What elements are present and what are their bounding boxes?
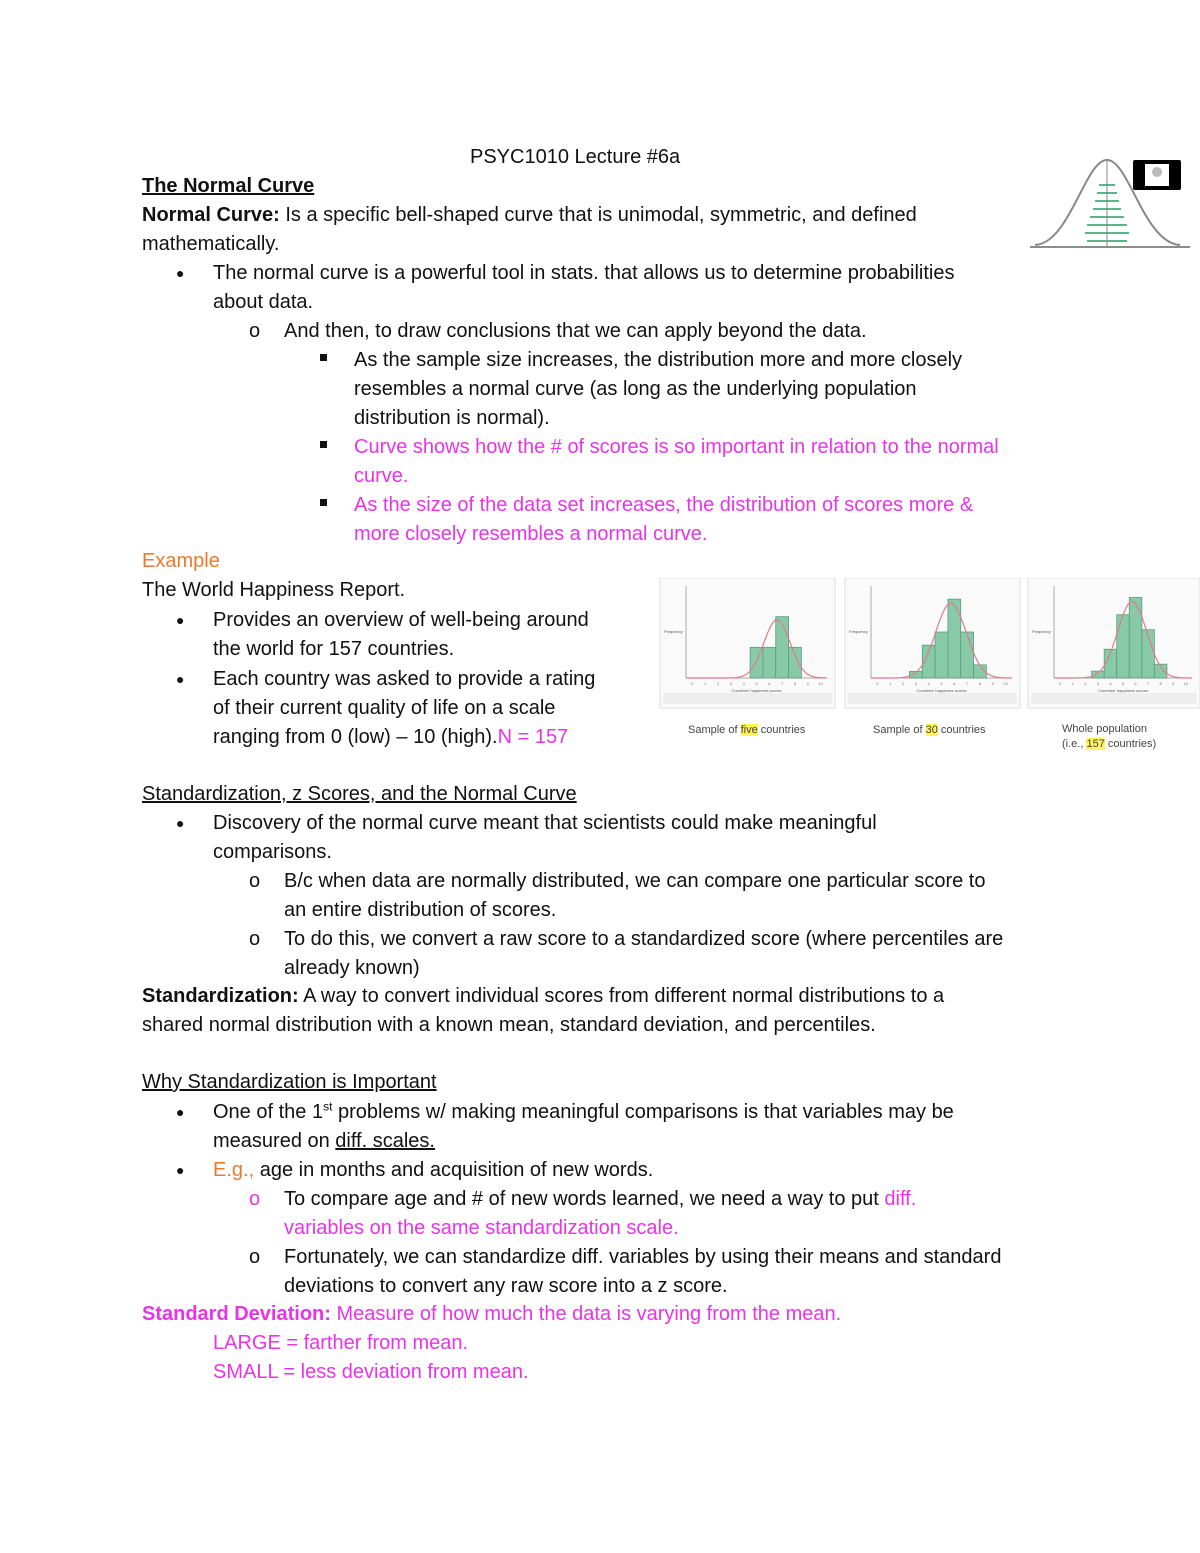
x-tick-label: 7 xyxy=(781,681,784,686)
x-tick-label: 8 xyxy=(793,681,797,686)
chart-legend-box xyxy=(848,693,1017,704)
bullet-text: As the sample size increases, the distribution more and more closely xyxy=(354,349,963,371)
histogram-bar xyxy=(935,632,948,678)
section-heading-standardization: Standardization, z Scores, and the Normal Curve xyxy=(142,783,577,805)
bullet-text: To compare age and # of new words learned, we need a way to put diff. xyxy=(284,1188,917,1210)
x-tick-label: 4 xyxy=(1109,681,1112,686)
n-value: N = 157 xyxy=(497,726,569,748)
x-tick-label: 6 xyxy=(768,681,771,686)
bullet-text: Fortunately, we can standardize diff. variables by using their means and standard xyxy=(284,1246,1002,1268)
x-tick-label: 5 xyxy=(755,681,758,686)
x-tick-label: 9 xyxy=(991,681,994,686)
x-tick-label: 10 xyxy=(1003,681,1008,686)
x-axis-label: Countries' happiness scores xyxy=(731,688,782,693)
bullet-text: Provides an overview of well-being around xyxy=(213,609,589,631)
x-tick-label: 0 xyxy=(1059,681,1062,686)
bullet-text: Discovery of the normal curve meant that scientists could make meaningful xyxy=(213,812,877,834)
bullet-text: measured on diff. scales. xyxy=(213,1130,435,1152)
x-tick-label: 8 xyxy=(1159,681,1162,686)
x-tick-label: 8 xyxy=(978,681,982,686)
bullet-text-highlighted: As the size of the data set increases, the distribution of scores more & xyxy=(354,494,974,516)
x-tick-label: 2 xyxy=(1084,681,1087,686)
bullet-text: comparisons. xyxy=(213,841,332,863)
histogram-bar xyxy=(789,647,802,678)
x-tick-label: 2 xyxy=(901,681,905,686)
x-tick-label: 9 xyxy=(806,681,809,686)
bullet-text: resembles a normal curve (as long as the underlying population xyxy=(354,378,917,400)
histogram-bar xyxy=(961,632,974,678)
histogram-chart-2 xyxy=(845,578,1020,708)
bullet-icon: ● xyxy=(176,612,185,628)
x-tick-label: 0 xyxy=(691,681,694,686)
x-axis-label: Countries' happiness scores xyxy=(1097,688,1149,693)
x-tick-label: 10 xyxy=(1183,681,1188,686)
x-tick-label: 1 xyxy=(704,681,707,686)
histogram-chart-3 xyxy=(1028,578,1200,708)
bullet-text-highlighted: curve. xyxy=(354,465,409,487)
section-heading-why-standardization: Why Standardization is Important xyxy=(142,1071,437,1093)
histogram-bar xyxy=(763,647,776,678)
bullet-text: E.g., age in months and acquisition of new words. xyxy=(213,1159,654,1181)
bullet-text: The normal curve is a powerful tool in stats. that allows us to determine probabilities xyxy=(213,262,955,284)
x-tick-label: 2 xyxy=(716,681,720,686)
normal-curve-definition-cont: mathematically. xyxy=(142,233,280,255)
video-icon xyxy=(1133,160,1181,190)
standardization-definition: Standardization: A way to convert individual scores from different normal distributions to a xyxy=(142,985,945,1007)
chart-caption-population: Whole population xyxy=(1062,723,1148,735)
circle-bullet-icon: o xyxy=(249,870,261,892)
x-tick-label: 3 xyxy=(914,681,917,686)
x-tick-label: 5 xyxy=(940,681,943,686)
small-sd-note: SMALL = less deviation from mean. xyxy=(213,1361,529,1383)
bullet-text: already known) xyxy=(284,957,420,979)
x-tick-label: 6 xyxy=(1134,681,1137,686)
x-tick-label: 3 xyxy=(729,681,732,686)
x-tick-label: 1 xyxy=(1071,681,1074,686)
histogram-bar xyxy=(1117,615,1130,678)
x-tick-label: 5 xyxy=(1121,681,1125,686)
chart-legend-box xyxy=(663,693,832,704)
bullet-text: One of the 1st problems w/ making meaningful comparisons is that variables may be xyxy=(213,1099,954,1123)
bullet-icon: ● xyxy=(176,1162,185,1178)
circle-bullet-icon: o xyxy=(249,1188,261,1210)
normal-curve-definition: Normal Curve: Is a specific bell-shaped curve that is unimodal, symmetric, and defined xyxy=(142,204,917,226)
histogram-bar xyxy=(948,599,961,678)
x-tick-label: 10 xyxy=(818,681,823,686)
bullet-icon: ● xyxy=(176,1104,185,1120)
bullet-text: about data. xyxy=(213,291,314,313)
x-axis-label: Countries' happiness scores xyxy=(916,688,967,693)
bullet-text: And then, to draw conclusions that we can apply beyond the data. xyxy=(284,320,867,342)
x-tick-label: 1 xyxy=(889,681,892,686)
bullet-text: deviations to convert any raw score into a z score. xyxy=(284,1275,728,1297)
bullet-text: an entire distribution of scores. xyxy=(284,899,557,921)
histogram-bar xyxy=(1092,671,1105,678)
chart-caption-five: Sample of five countries xyxy=(688,724,806,736)
x-tick-label: 9 xyxy=(1172,681,1175,686)
histogram-bar xyxy=(1129,598,1142,679)
square-bullet-icon xyxy=(320,354,327,361)
x-tick-label: 7 xyxy=(1146,681,1150,686)
bullet-text: ranging from 0 (low) – 10 (high).N = 157 xyxy=(213,726,569,748)
x-tick-label: 6 xyxy=(953,681,956,686)
bullet-text-highlighted: variables on the same standardization scale. xyxy=(284,1217,679,1239)
bullet-text: of their current quality of life on a scale xyxy=(213,697,556,719)
standardization-definition-cont: shared normal distribution with a known mean, standard deviation, and percentiles. xyxy=(142,1014,876,1036)
bullet-icon: ● xyxy=(176,265,185,281)
circle-bullet-icon: o xyxy=(249,1246,261,1268)
circle-bullet-icon: o xyxy=(249,320,261,342)
bullet-text-highlighted: more closely resembles a normal curve. xyxy=(354,523,708,545)
circle-bullet-icon: o xyxy=(249,928,261,950)
y-axis-label: Frequency xyxy=(1032,629,1051,634)
histogram-chart-1 xyxy=(660,578,835,708)
histogram-bar xyxy=(776,617,789,678)
chart-caption-population-sub: (i.e., 157 countries) xyxy=(1062,738,1157,750)
page-title: PSYC1010 Lecture #6a xyxy=(470,146,681,168)
standard-deviation-definition: Standard Deviation: Measure of how much the data is varying from the mean. xyxy=(142,1303,842,1325)
bullet-icon: ● xyxy=(176,671,185,687)
x-tick-label: 4 xyxy=(742,681,745,686)
x-tick-label: 3 xyxy=(1096,681,1100,686)
chart-legend-box xyxy=(1031,693,1197,704)
y-axis-label: Frequency xyxy=(849,629,868,634)
x-tick-label: 7 xyxy=(966,681,969,686)
example-label: Example xyxy=(142,550,220,572)
chart-caption-thirty: Sample of 30 countries xyxy=(873,724,986,736)
large-sd-note: LARGE = farther from mean. xyxy=(213,1332,469,1354)
bullet-text: B/c when data are normally distributed, we can compare one particular score to xyxy=(284,870,986,892)
x-tick-label: 0 xyxy=(876,681,879,686)
bullet-text: To do this, we convert a raw score to a standardized score (where percentiles are xyxy=(284,928,1004,950)
bullet-text-highlighted: Curve shows how the # of scores is so important in relation to the normal xyxy=(354,436,999,458)
bullet-icon: ● xyxy=(176,815,185,831)
section-heading-normal-curve: The Normal Curve xyxy=(142,175,315,197)
square-bullet-icon xyxy=(320,441,327,448)
y-axis-label: Frequency xyxy=(664,629,683,634)
square-bullet-icon xyxy=(320,499,327,506)
bullet-text: Each country was asked to provide a rating xyxy=(213,668,596,690)
bullet-text: distribution is normal). xyxy=(354,407,550,429)
histogram-panel xyxy=(655,578,1200,713)
report-title: The World Happiness Report. xyxy=(142,579,406,601)
bullet-text: the world for 157 countries. xyxy=(213,638,455,660)
x-tick-label: 4 xyxy=(927,681,930,686)
